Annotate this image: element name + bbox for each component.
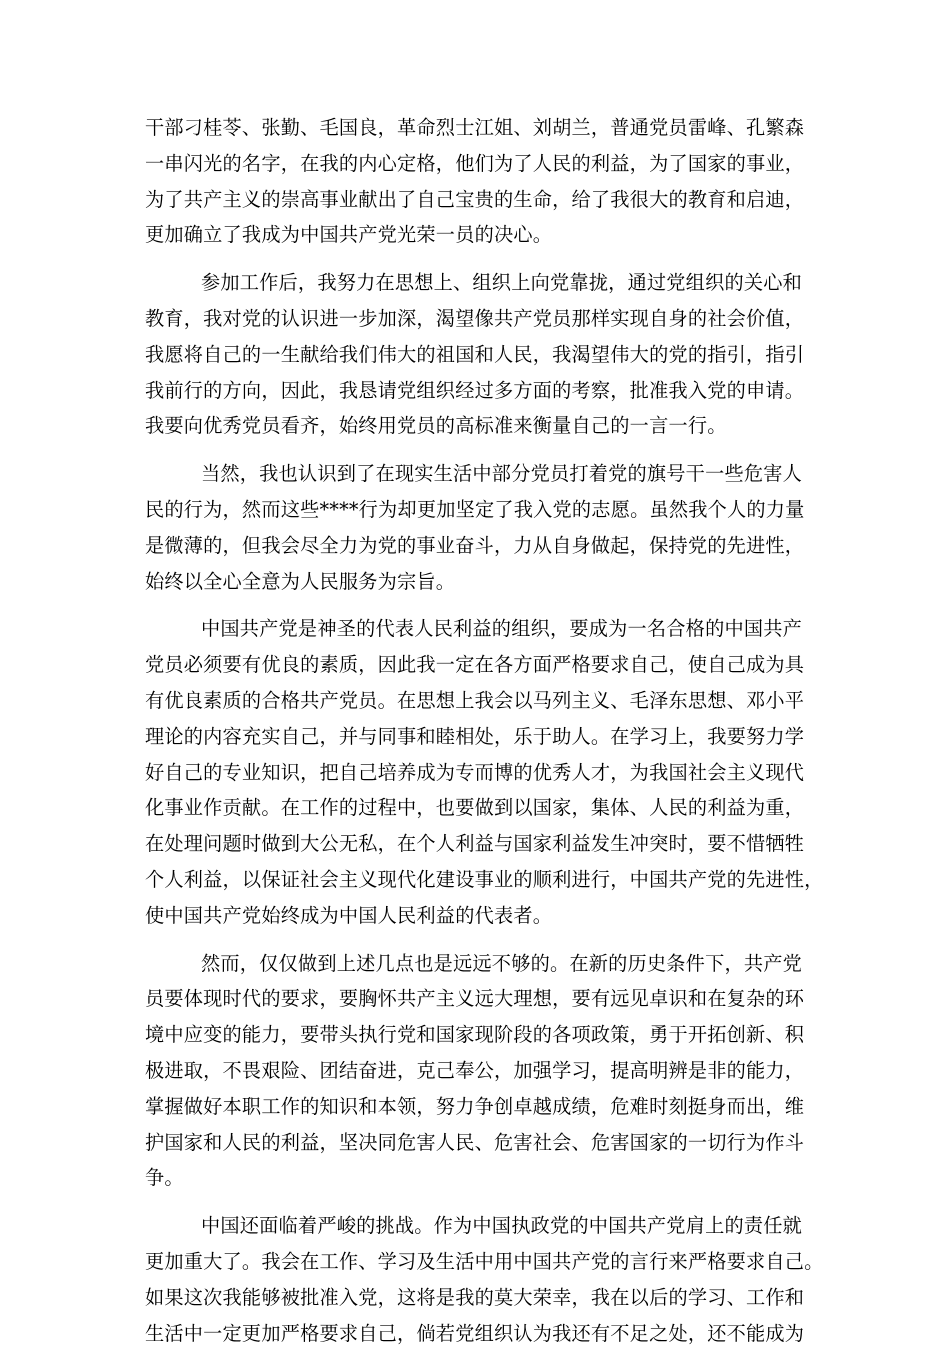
text-line: 当然，我也认识到了在现实生活中部分党员打着党的旗号干一些危害人	[201, 462, 803, 486]
text-line: 争。	[145, 1166, 184, 1190]
text-line: 更加重大了。我会在工作、学习及生活中用中国共产党的言行来严格要求自己。	[145, 1249, 824, 1273]
paragraph-4	[145, 611, 824, 933]
text-line: 党员必须要有优良的素质，因此我一定在各方面严格要求自己，使自己成为具	[145, 653, 805, 677]
text-line: 好自己的专业知识，把自己培养成为专而博的优秀人才，为我国社会主义现代	[145, 760, 805, 784]
text-line: 使中国共产党始终成为中国人民利益的代表者。	[145, 903, 553, 927]
text-line: 中国共产党是神圣的代表人民利益的组织，要成为一名合格的中国共产	[201, 617, 803, 641]
text-line: 是微薄的，但我会尽全力为党的事业奋斗，力从自身做起，保持党的先进性，	[145, 533, 805, 557]
paragraph-2	[145, 265, 810, 444]
text-line: 生活中一定更加严格要求自己，倘若党组织认为我还有不足之处，还不能成为	[145, 1321, 805, 1345]
text-line: 掌握做好本职工作的知识和本领，努力争创卓越成绩，危难时刻挺身而出，维	[145, 1094, 805, 1118]
text-line: 我愿将自己的一生献给我们伟大的祖国和人民，我渴望伟大的党的指引，指引	[145, 342, 805, 366]
text-line: 一串闪光的名字，在我的内心定格，他们为了人民的利益，为了国家的事业，	[145, 151, 805, 175]
text-line: 民的行为，然而这些****行为却更加坚定了我入党的志愿。虽然我个人的力量	[145, 497, 805, 521]
text-line: 参加工作后，我努力在思想上、组织上向党靠拢，通过党组织的关心和	[201, 271, 803, 295]
text-line: 然而，仅仅做到上述几点也是远远不够的。在新的历史条件下，共产党	[201, 951, 803, 975]
paragraph-6	[145, 1208, 824, 1351]
paragraph-5	[145, 946, 810, 1197]
text-line: 教育，我对党的认识进一步加深，渴望像共产党员那样实现自身的社会价值，	[145, 306, 805, 330]
text-line: 个人利益，以保证社会主义现代化建设事业的顺利进行，中国共产党的先进性，	[145, 867, 824, 891]
document-body	[145, 110, 824, 1363]
text-line: 如果这次我能够被批准入党，这将是我的莫大荣幸，我在以后的学习、工作和	[145, 1285, 805, 1309]
text-line: 始终以全心全意为人民服务为宗旨。	[145, 569, 456, 593]
text-line: 理论的内容充实自己，并与同事和睦相处，乐于助人。在学习上，我要努力学	[145, 724, 805, 748]
paragraph-3	[145, 456, 810, 599]
text-line: 极进取，不畏艰险、团结奋进，克己奉公，加强学习，提高明辨是非的能力，	[145, 1058, 805, 1082]
text-line: 护国家和人民的利益，坚决同危害人民、危害社会、危害国家的一切行为作斗	[145, 1130, 805, 1154]
text-line: 更加确立了我成为中国共产党光荣一员的决心。	[145, 223, 553, 247]
text-line: 境中应变的能力，要带头执行党和国家现阶段的各项政策，勇于开拓创新、积	[145, 1023, 805, 1047]
text-line: 有优良素质的合格共产党员。在思想上我会以马列主义、毛泽东思想、邓小平	[145, 688, 805, 712]
text-line: 在处理问题时做到大公无私，在个人利益与国家利益发生冲突时，要不惜牺牲	[145, 832, 805, 856]
text-line: 干部刁桂苓、张勤、毛国良，革命烈士江姐、刘胡兰，普通党员雷峰、孔繁森	[145, 116, 805, 139]
text-line: 化事业作贡献。在工作的过程中，也要做到以国家，集体、人民的利益为重，	[145, 796, 805, 820]
text-line: 员要体现时代的要求，要胸怀共产主义远大理想，要有远见卓识和在复杂的环	[145, 987, 805, 1011]
text-line: 我前行的方向，因此，我恳请党组织经过多方面的考察，批准我入党的申请。	[145, 378, 805, 402]
text-line: 中国还面临着严峻的挑战。作为中国执政党的中国共产党肩上的责任就	[201, 1214, 803, 1238]
text-line: 为了共产主义的崇高事业献出了自己宝贵的生命，给了我很大的教育和启迪，	[145, 187, 805, 211]
paragraph-1	[145, 110, 810, 253]
text-line: 我要向优秀党员看齐，始终用党员的高标准来衡量自己的一言一行。	[145, 414, 727, 438]
